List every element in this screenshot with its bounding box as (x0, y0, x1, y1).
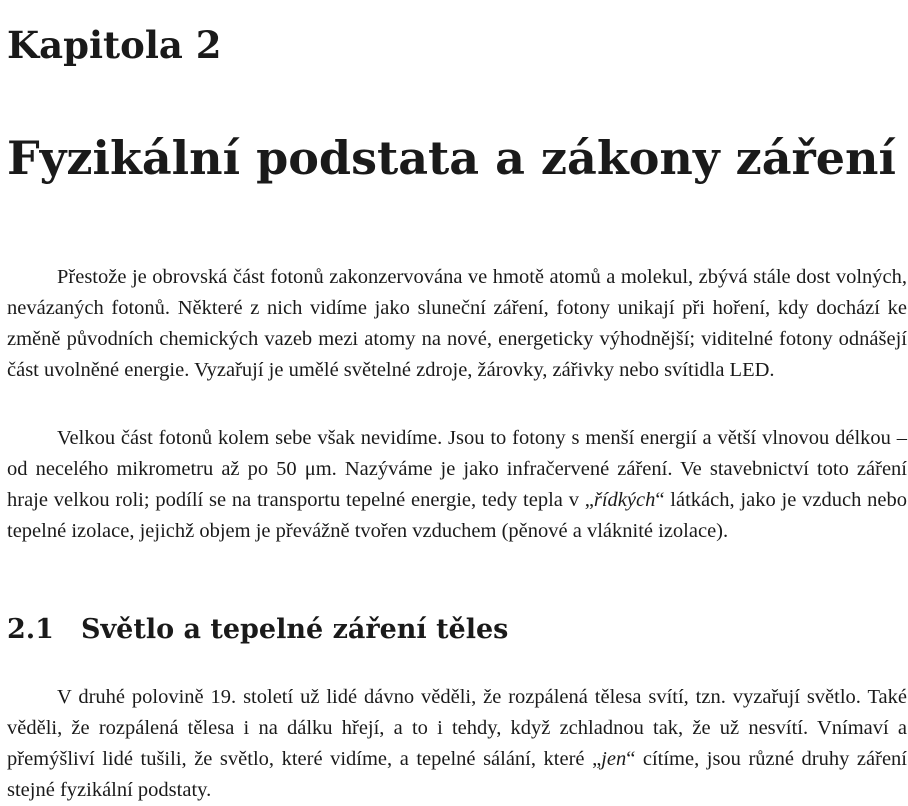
paragraph-text: “ cítíme, jsou různé druhy záření stejné fyzikální podstaty. (7, 748, 907, 801)
paragraph-photons-intro: Přestože je obrovská část fotonů zakonzervována ve hmotě atomů a molekul, zbývá stále dost volných, nevázaných fotonů. Některé z nich vidíme jako sluneční záření, fotony unikají při hoření, kdy dochází ke změně původních chemických vazeb mezi atomy na nové, energeticky výhodnější; viditelné fotony odnášejí část uvolněné energie. Vyzařují je umělé světelné zdroje, žárovky, zářivky nebo svítidla LED. (7, 266, 907, 381)
chapter-title: Fyzikální podstata a zákony záření (7, 131, 896, 185)
paragraph-infrared (7, 423, 907, 547)
document-page (7, 0, 907, 800)
paragraph-text: Velkou část fotonů kolem sebe však nevidíme. Jsou to fotony s menší energií a větší vlnovou délkou – od necelého mikrometru až po 50 μm. Nazýváme je jako infračervené záření. Ve stavebnictví toto záření hraje velkou roli; podílí se na transportu tepelné energie, tedy tepla v „ (7, 427, 907, 511)
emphasis-text: jen (601, 748, 627, 770)
emphasis-text: řídkých (593, 489, 656, 511)
paragraph-text: V druhé polovině 19. století už lidé dávno věděli, že rozpálená tělesa svítí, tzn. vyzařují světlo. Také věděli, že rozpálená tělesa i na dálku hřejí, a to i tehdy, když zchladnou tak, že už nesvítí. Vnímaví a přemýšliví lidé tušili, že světlo, které vidíme, a tepelné sálání, které „ (7, 686, 907, 770)
section-heading (7, 612, 508, 648)
chapter-label: Kapitola 2 (7, 23, 222, 67)
section-title: Světlo a tepelné záření těles (81, 614, 509, 645)
section-number: 2.1 (7, 614, 54, 645)
paragraph-text: “ látkách, jako je vzduch nebo tepelné izolace, jejichž objem je převážně tvořen vzduchem (pěnové a vláknité izolace). (7, 489, 907, 542)
paragraph-light-heat (7, 682, 907, 806)
